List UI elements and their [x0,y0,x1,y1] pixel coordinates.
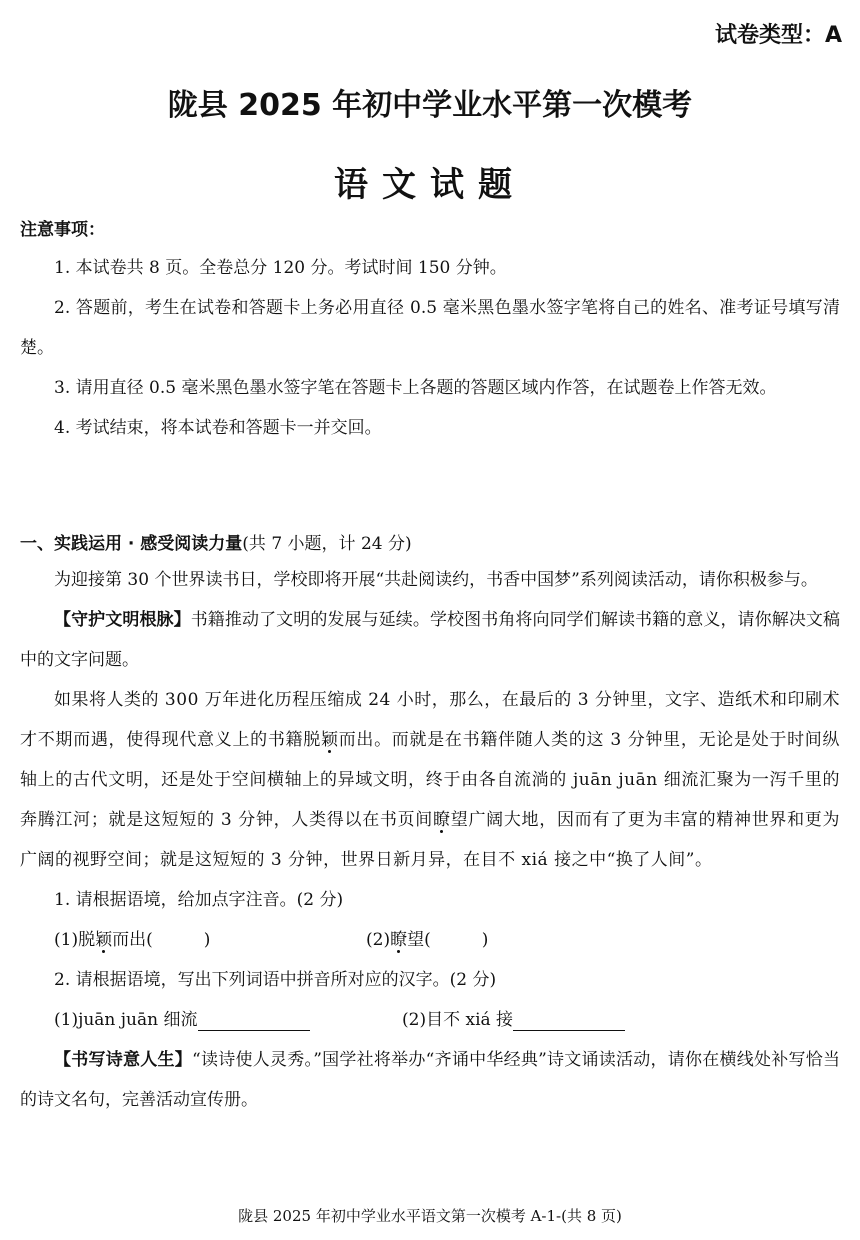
notice-list [20,248,840,448]
notice-item: 2. 答题前，考生在试卷和答题卡上务必用直径 0.5 毫米黑色墨水签字笔将自己的姓名、准考证号填写清楚。 [20,298,840,358]
q1-a-pre: (1)脱 [54,930,96,950]
part1-text: 书籍推动了文明的发展与延续。学校图书角将向同学们解读书籍的意义，请你解决文稿中的文字问题。 [20,610,841,670]
dotted-char: 瞭 [390,930,408,950]
notice-heading: 注意事项： [20,220,105,240]
q2-b-label: (2)目不 xiá 接 [402,1010,514,1030]
notice-item: 1. 本试卷共 8 页。全卷总分 120 分。考试时间 150 分钟。 [54,258,507,278]
answer-blank[interactable] [198,1010,310,1031]
q1-b-pre: (2) [366,930,391,950]
passage-text-c: 望广阔大地，因而有了更为丰富的精神世界和更为广阔的视野空间；就是这短短的 3 分钟，世界日新月异，在目不 xiá 接之中“换了人间”。 [20,810,841,870]
subject-title: 语文试题 [334,165,526,205]
part2-text: “读诗使人灵秀。”国学社将举办“齐诵中华经典”诗文诵读活动，请你在横线处补写恰当的诗文名句，完善活动宣传册。 [20,1050,840,1110]
paper-type-label: 试卷类型：A [714,23,842,48]
passage-text-b: 而出。而就是在书籍伴随人类的这 3 分钟里，无论是处于时间纵轴上的古代文明，还是处于空间横轴上的异域文明，终于由各自流淌的 juān juān 细流汇聚为一泻千里的奔腾江河；就是这短短的 3 分钟，人类得以在书页间 [20,730,841,830]
answer-blank[interactable] [513,1010,625,1031]
question-2: 2. 请根据语境，写出下列词语中拼音所对应的汉字。(2 分) [54,970,497,990]
intro-paragraph: 为迎接第 30 个世界读书日，学校即将开展“共赴阅读约，书香中国梦”系列阅读活动，请你积极参与。 [54,570,818,590]
q1-a-post: 而出( ) [112,930,211,950]
part1-paragraph [20,600,840,680]
question-1: 1. 请根据语境，给加点字注音。(2 分) [54,890,344,910]
notice-item: 3. 请用直径 0.5 毫米黑色墨水签字笔在答题卡上各题的答题区域内作答，在试题卷上作答无效。 [54,378,777,398]
part2-paragraph [20,1040,840,1120]
passage-text-a: 如果将人类的 300 万年进化历程压缩成 24 小时，那么，在最后的 3 分钟里，文字、造纸术和印刷术才不期而遇，使得现代意义上的书籍脱 [20,690,840,750]
reading-passage [20,680,840,880]
q1-b-post: 望( ) [407,930,489,950]
page-footer: 陇县 2025 年初中学业水平语文第一次模考 A-1-(共 8 页) [238,1207,622,1225]
dotted-char: 瞭 [433,810,451,830]
question-2-items [20,1000,840,1040]
passage-paragraph [20,680,840,880]
section-body [20,560,840,1120]
q2-a-label: (1)juān juān 细流 [54,1010,198,1030]
dotted-char: 颖 [320,730,339,750]
section-title: 一、实践运用 · 感受阅读力量 [20,534,243,554]
section-heading [20,524,840,564]
part2-tag: 【书写诗意人生】 [54,1050,192,1070]
question-1-items [20,920,840,960]
exam-title: 陇县 2025 年初中学业水平第一次模考 [167,88,693,123]
notice-item: 4. 考试结束，将本试卷和答题卡一并交回。 [54,418,382,438]
dotted-char: 颖 [95,930,113,950]
part1-tag: 【守护文明根脉】 [54,610,191,630]
section-note: (共 7 小题，计 24 分) [242,534,412,554]
